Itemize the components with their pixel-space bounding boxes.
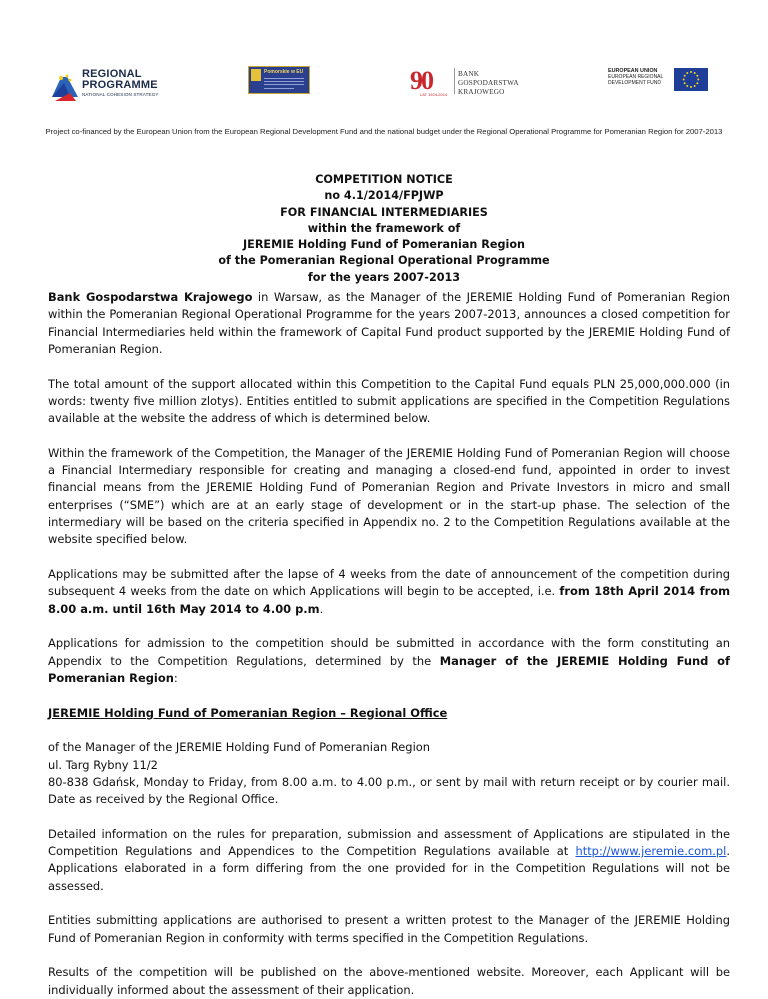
jeremie-website-link[interactable]: http://www.jeremie.com.pl — [575, 844, 727, 859]
eu-flag-icon — [674, 68, 708, 91]
bgk-name-line2: GOSPODARSTWA — [458, 79, 519, 87]
bgk-anniversary-years: LAT 1924-2014 — [420, 92, 448, 97]
bank-name: Bank Gospodarstwa Krajowego — [48, 290, 253, 304]
title-line2: no 4.1/2014/FPJWP — [324, 189, 444, 203]
paragraph-intro — [48, 289, 730, 358]
title-line7: for the years 2007-2013 — [307, 270, 461, 284]
pomorskie-rule — [264, 78, 304, 79]
regional-programme-line2: PROGRAMME — [82, 79, 158, 91]
title-line3: FOR FINANCIAL INTERMEDIARIES — [280, 205, 488, 219]
submission-text: Applications may be submitted after the lapse of 4 weeks from the date of announcement of the competition during subsequent 4 weeks from the date on which Applications will begin to be accepted, i.e. — [48, 567, 730, 599]
paragraph-selection: Within the framework of the Competition, the Manager of the JEREMIE Holding Fund of Pomeranian Region will choose a Financial Intermediary responsible for creating and managing a closed-end fund, appointed in order to invest financial means from the JEREMIE Holding Fund of Pomeranian Region and Private Investors in micro and small enterprises (“SME”) which are at an early stage of development or in the start-up phase. The selection of the intermediary will be based on the criteria specified in Appendix no. 2 to the Competition Regulations available at the website specified below. — [48, 445, 730, 547]
manager-name: Manager of the JEREMIE Holding Fund of Pomeranian Region — [48, 653, 730, 685]
bgk-name-line3: KRAJOWEGO — [458, 88, 505, 96]
eu-logo — [608, 68, 708, 98]
bgk-divider — [454, 68, 455, 94]
paragraph-intro-text: in Warsaw, as the Manager of the JEREMIE Holding Fund of Pomeranian Region within the Pomeranian Regional Operational Programme for the years 2007-2013, announces a closed competition for Financial Intermediaries held within the framework of Capital Fund product supported by the JEREMIE Holding Fund of Pomeranian Region. — [48, 290, 730, 356]
title-line6: of the Pomeranian Regional Operational Programme — [218, 254, 550, 268]
bgk-logo — [410, 64, 540, 104]
details-text: Detailed information on the rules for preparation, submission and assessment of Applications are stipulated in the Competition Regulations and Appendices to the Competition Regulations available at — [48, 826, 730, 859]
eu-stars-icon — [674, 68, 708, 91]
address-line3: 80-838 Gdańsk, Monday to Friday, from 8.00 a.m. to 4.00 p.m., or sent by mail with return receipt or by courier mail. Date as received by the Regional Office. — [48, 774, 730, 807]
paragraph-submission-dates — [48, 566, 730, 618]
pomorskie-logo — [248, 66, 310, 94]
pomorskie-rule — [264, 88, 294, 89]
address-block — [48, 739, 730, 808]
submission-end: . — [319, 601, 324, 616]
address-line1: of the Manager of the JEREMIE Holding Fund of Pomeranian Region — [48, 740, 430, 755]
eu-logo-line2: EUROPEAN REGIONAL — [608, 74, 664, 81]
regional-office-heading: JEREMIE Holding Fund of Pomeranian Region – Regional Office — [48, 705, 448, 720]
logo-strip — [0, 60, 768, 110]
submission-dates: from 18th April 2014 from 8.00 a.m. until 16th May 2014 to 4.00 p.m — [48, 584, 730, 616]
regional-programme-logo — [48, 63, 178, 103]
eu-logo-line3: DEVELOPMENT FUND — [608, 80, 661, 87]
title-line4: within the framework of — [307, 221, 461, 235]
bgk-name-line1: BANK — [458, 70, 480, 78]
regional-programme-line1: REGIONAL — [82, 68, 142, 80]
title-line5: JEREMIE Holding Fund of Pomeranian Region — [243, 238, 525, 252]
pomorskie-rule — [264, 81, 304, 82]
application-form-end: : — [173, 670, 178, 685]
cofinancing-note: Project co-financed by the European Union from the European Regional Development Fund and the national budget under the Regional Operational Programme for Pomeranian Region for 2007-2013 — [45, 127, 723, 136]
details-end: . Applications elaborated in a form differing from the one provided for in the Competition Regulations will not be assessed. — [48, 844, 730, 893]
notice-title — [0, 172, 768, 286]
regional-programme-emblem-icon — [48, 63, 82, 103]
bgk-anniversary-number: 90 — [410, 66, 432, 95]
pomorskie-title: Pomorskie w EU — [264, 69, 304, 75]
paragraph-protest: Entities submitting applications are authorised to present a written protest to the Manager of the JEREMIE Holding Fund of Pomeranian Region in conformity with terms specified in the Competition Regulations. — [48, 913, 730, 945]
paragraph-details — [48, 826, 730, 895]
application-form-text: Applications for admission to the competition should be submitted in accordance with the form constituting an Appendix to the Competition Regulations, determined by the — [48, 636, 730, 668]
paragraph-support-amount: The total amount of the support allocated within this Competition to the Capital Fund equals PLN 25,000,000.000 (in words: twenty five million zlotys). Entities entitled to submit applications are specified in the Competition Regulations available at the website the address of which is determined below. — [48, 376, 730, 426]
eu-logo-line1: EUROPEAN UNION — [608, 68, 658, 74]
regional-programme-sub: NATIONAL COHESION STRATEGY — [82, 92, 159, 97]
pomorskie-rule — [264, 84, 304, 85]
pomorskie-crest-icon — [251, 69, 261, 81]
address-line2: ul. Targ Rybny 11/2 — [48, 757, 158, 772]
notice-body — [48, 289, 730, 999]
paragraph-results: Results of the competition will be published on the above-mentioned website. Moreover, each Applicant will be individually informed about the assessment of their application. — [48, 965, 730, 997]
paragraph-application-form — [48, 635, 730, 687]
title-line1: COMPETITION NOTICE — [315, 173, 453, 186]
